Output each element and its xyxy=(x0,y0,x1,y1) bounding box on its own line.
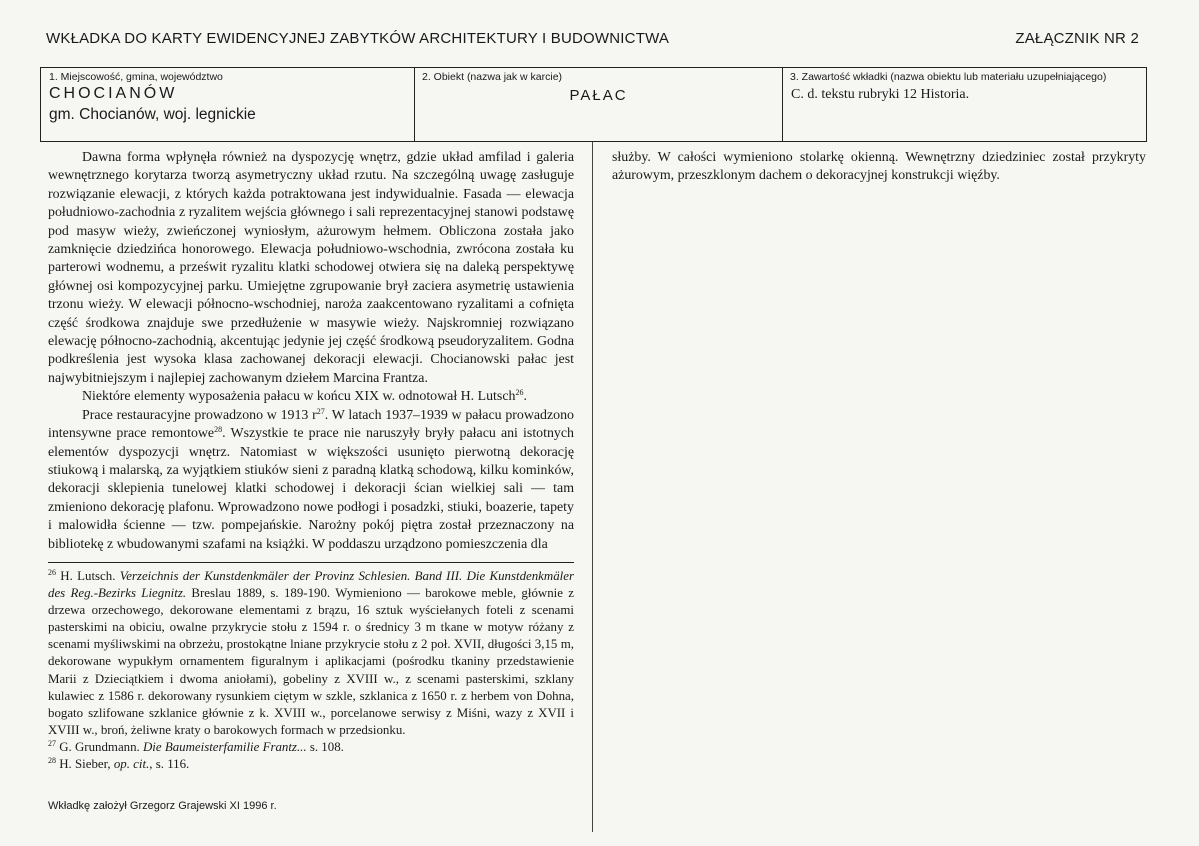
contents-value: C. d. tekstu rubryki 12 Historia. xyxy=(791,87,970,102)
footnote-26-number: 26 xyxy=(48,568,56,577)
paragraph-restoration xyxy=(48,407,574,554)
footnote-27-number: 27 xyxy=(48,738,56,748)
restoration-text-b: . W latach 1937–1939 w pałacu prowadzono intensywne prace remontowe xyxy=(48,407,574,442)
object-value: PAŁAC xyxy=(569,87,628,104)
footnote-ref-26: 26 xyxy=(515,388,524,398)
paragraph-facades: Dawna forma wpłynęła również na dyspozycję wnętrz, gdzie układ amfilad i galeria wewnętrznego korytarza tworzą asymetryczny układ rzutu. Na szczególną uwagę zasługuje rozwiązanie elewacji, z których każda potraktowana jest indywidualnie. Fasada — elewacja południowo-zachodnia z ryzalitem wejścia głównego i sali reprezentacyjnej stanowi podstawę pod masyw wieży, zwieńczonej wyniosłym, ażurowym hełmem. Obliczona została jako zamknięcie dziedzińca honorowego. Elewacja południowo-wschodnia, zwrócona została ku parterowi wodnemu, a prześwit ryzalitu klatki schodowej otwiera się na daleką perspektywę głównej osi kompozycyjnej parku. Umiejętne zgrupowanie brył zaciera asymetrię ustawienia trzonu wieży. W elewacji północno-wschodniej, naroża zaakcentowano ryzalitami a cofnięta część środkowa znajduje swe przedłużenie w masywie wieży. Najskromniej rozwiązano elewację północno-zachodnią, akcentując jedynie jej część środkową pseudoryzalitem. Godna podkreślenia jest wysoka klasa zachowanej dekoracji elewacji. Chocianowski pałac jest najwybitniejszym i najlepiej zachowanym dziełem Marcina Frantza. xyxy=(48,150,574,386)
footnote-ref-27: 27 xyxy=(316,406,325,416)
footnote-28-body: , s. 116. xyxy=(149,757,190,772)
footnote-26 xyxy=(48,568,574,739)
gmina-value: gm. Chocianów, woj. legnickie xyxy=(49,106,256,123)
footnote-rule xyxy=(48,562,574,563)
footnotes xyxy=(48,568,574,773)
footnote-28-author: H. Sieber, xyxy=(56,757,114,772)
location-label: 1. Miejscowość, gmina, województwo xyxy=(49,71,223,83)
column-divider xyxy=(592,142,593,832)
fields-table xyxy=(40,67,1147,142)
footnote-27-body: s. 108. xyxy=(306,739,344,754)
footnote-28-number: 28 xyxy=(48,756,56,766)
annex-label: ZAŁĄCZNIK NR 2 xyxy=(1015,30,1139,47)
restoration-text-a: Prace restauracyjne prowadzono w 1913 r xyxy=(82,407,317,423)
contents-label: 3. Zawartość wkładki (nazwa obiektu lub materiału uzupełniającego) xyxy=(790,71,1107,83)
footnote-27 xyxy=(48,739,574,756)
object-cell xyxy=(415,68,783,141)
card-footer: Wkładkę założył Grzegorz Grajewski XI 1996 r. xyxy=(48,800,277,812)
footnote-28-title: op. cit. xyxy=(113,757,150,772)
footnote-27-title: Die Baumeisterfamilie Frantz... xyxy=(143,739,307,754)
paragraph-furnishings xyxy=(48,388,574,406)
text-column-right xyxy=(612,149,1146,186)
footnote-26-title: Verzeichnis der Kunstdenkmäler der Provinz Schlesien. Band III. Die Kunstdenkmäler des Reg.-Bezirks Liegnitz. xyxy=(48,569,574,601)
location-value: CHOCIANÓW xyxy=(49,85,178,102)
contents-cell xyxy=(783,68,1146,141)
footnote-28 xyxy=(48,756,574,773)
footnote-26-author: H. Lutsch. xyxy=(56,569,120,583)
furnishings-end: . xyxy=(523,389,527,405)
location-cell xyxy=(41,68,415,141)
right-column-flow: służby. W całości wymieniono stolarkę okienną. Wewnętrzny dziedziniec został przykryty ażurowym, przeszklonym dachem o dekoracyjnej konstrukcji więźby. xyxy=(612,150,1146,184)
furnishings-text: Niektóre elementy wyposażenia pałacu w końcu XIX w. odnotował H. Lutsch xyxy=(82,389,516,405)
footnote-27-author: G. Grundmann. xyxy=(56,739,143,754)
footnote-26-body: Breslau 1889, s. 189-190. Wymieniono — barokowe meble, głównie z drzewa orzechowego, dekorowane elementami z brązu, 16 sztuk wyściełanych foteli z scenami pasterskimi na obiciu, owalne przykrycie stołu z 1594 r. o średnicy 3 m tkane w motyw różany z scenami myśliwskimi na obrzeżu, prostokątne lniane przykrycie stołu z 2 poł. XVII, długości 3,15 m, dekorowane wypukłym ornamentem figuralnym i aplikacjami (pośrodku tkaniny przedstawienie Marii z Dzieciątkiem i dwoma aniołami), gobeliny z XVIII w., z scenami pasterskimi, szklany kulawiec z 1586 r. dekorowany rysunkiem ciętym w szkle, szklanica z 1650 r. z herbem von Dohna, bogato szlifowane szklanice głównie z k. XVIII w., porcelanowe serwisy z Miśni, wazy z XVII i XVIII w., broń, żeliwne kraty o barokowych formach w przedsionku. xyxy=(48,586,574,737)
text-column-left xyxy=(48,149,574,554)
object-label: 2. Obiekt (nazwa jak w karcie) xyxy=(422,71,563,83)
card-title: WKŁADKA DO KARTY EWIDENCYJNEJ ZABYTKÓW ARCHITEKTURY I BUDOWNICTWA xyxy=(46,30,670,47)
restoration-text-c: . Wszystkie te prace nie naruszyły bryły pałacu ani istotnych elementów dyspozycji wnętrz. Natomiast w większości usunięto pierwotną dekorację stiukową i malarską, za wyjątkiem stiuków sieni z paradną klatką schodową, kilku kominków, dekoracji sklepienia tunelowej klatki schodowej i dekoracji ścian wielkiej sali — tam zmieniono dekorację plafonu. Wprowadzono nowe podłogi i posadzki, stiuki, boazerie, tapety i malowidła ścienne — tzw. pompejańskie. Narożny pokój piętra został przeznaczony na bibliotekę z wbudowanymi szafami na książki. W poddaszu urządzono pomieszczenia dla xyxy=(48,426,574,552)
footnote-ref-28: 28 xyxy=(214,425,223,435)
